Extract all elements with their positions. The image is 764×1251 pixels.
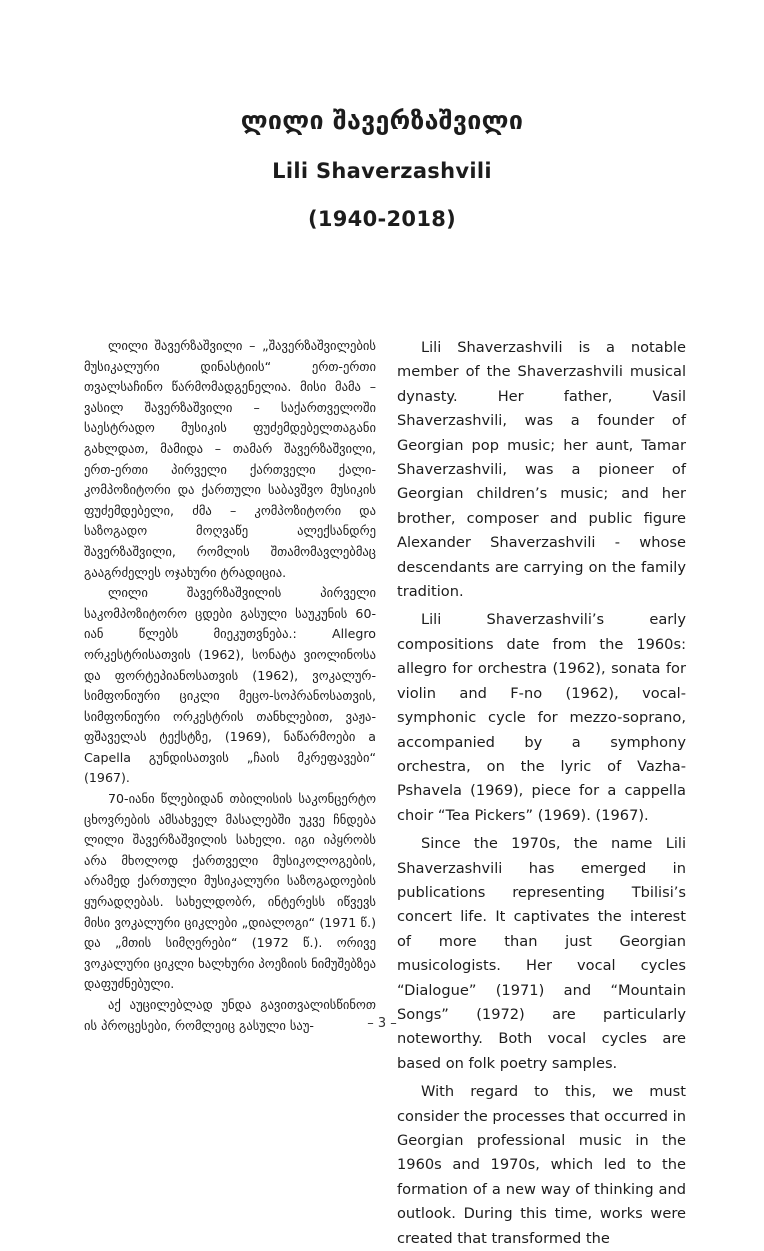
paragraph: With regard to this, we must consider the processes that occurred in Georgian professional music in the 1960s and 1970s, which led to the formation of a new way of thinking and outlook. During this time, works were created that transformed the: [397, 1083, 686, 1247]
english-text-column: [397, 336, 686, 1251]
paragraph: 70-იანი წლებიდან თბილისის საკონცერტო ცხოვრების ამსახველ მასალებში უკვე ჩნდება ლილი შავერზაშვილის სახელი. იგი იპყრობს არა მხოლოდ ქართველი მუსიკოლოგების, არამედ ქართული მუსიკალური საზოგადოების ყურადღებას. სახელდობრ, ინტერესს იწვევს მისი ვოკალური ციკლები „დიალოგი“ (1971 წ.) და „მთის სიმღერები“ (1972 წ.). ორივე ვოკალური ციკლი ხალხური პოეზიის ნიმუშებზეა დაფუძნებული.: [84, 791, 376, 992]
paragraph: Since the 1970s, the name Lili Shaverzashvili has emerged in publications representing Tbilisi’s concert life. It captivates the interest of more than just Georgian musicologists. Her vocal cycles “Dialogue” (1971) and “Mountain Songs” (1972) are particularly noteworthy. Both vocal cycles are based on folk poetry samples.: [397, 835, 686, 1072]
paragraph: აქ აუცილებლად უნდა გავითვალისწინოთ ის პროცესები, რომლეიც გასული საუ-: [84, 997, 376, 1033]
title-georgian: ლილი შავერზაშვილი: [240, 106, 524, 135]
page-header: [0, 104, 764, 234]
life-years: (1940-2018): [307, 207, 457, 231]
paragraph: ლილი შავერზაშვილის პირველი საკომპოზიტორო ცდები გასული საუკუნის 60-იან წლებს მიეკუთვნება.: Allegro ორკესტრისათვის (1962), სონატა ვიოლინოსა და ფორტეპიანოსათვის (1962), ვოკალურ-სიმფონიური ციკლი მეცო-სოპრანოსათვის, სიმფონიური ორკესტრის თანხლებით, ვაჟა-ფშაველას ტექსტზე, (1969), ნაწარმოები a Capella გუნდისათვის „ჩაის მკრეფავები“ (1967).: [84, 585, 376, 786]
title-english: Lili Shaverzashvili: [272, 159, 492, 183]
paragraph: ლილი შავერზაშვილი – „შავერზაშვილების მუსიკალური დინასტიის“ ერთ-ერთი თვალსაჩინო წარმომადგენელია. მისი მამა – ვასილ შავერზაშვილი – საქართველოში საესტრადო მუსიკის ფუძემდებელთაგანი გახლდათ, მამიდა – თამარ შავერზაშვილი, ერთ-ერთი პირველი ქართველი ქალი-კომპოზიტორი და ქართული საბავშვო მუსიკის ფუძემდებელი, ძმა – კომპოზიტორი და საზოგადო მოღვაწე ალექსანდრე შავერზაშვილი, რომლის შთამომავლებმაც გააგრძელეს ოჯახური ტრადიცია.: [84, 338, 376, 580]
paragraph: Lili Shaverzashvili is a notable member of the Shaverzashvili musical dynasty. Her father, Vasil Shaverzashvili, was a founder of Georgian pop music; her aunt, Tamar Shaverzashvili, was a pioneer of Georgian children’s music; and her brother, composer and public figure Alexander Shaverzashvili - whose descendants are carrying on the family tradition.: [397, 339, 686, 601]
georgian-text-column: [84, 336, 376, 1036]
paragraph: Lili Shaverzashvili’s early compositions date from the 1960s: allegro for orchestra (1962), sonata for violin and F-no (1962), vocal-symphonic cycle for mezzo-soprano, accompanied by a symphony orchestra, on the lyric of Vazha-Pshavela (1969), piece for a cappella choir “Tea Pickers” (1969). (1967).: [397, 611, 686, 824]
page-number: – 3 –: [367, 1016, 397, 1031]
